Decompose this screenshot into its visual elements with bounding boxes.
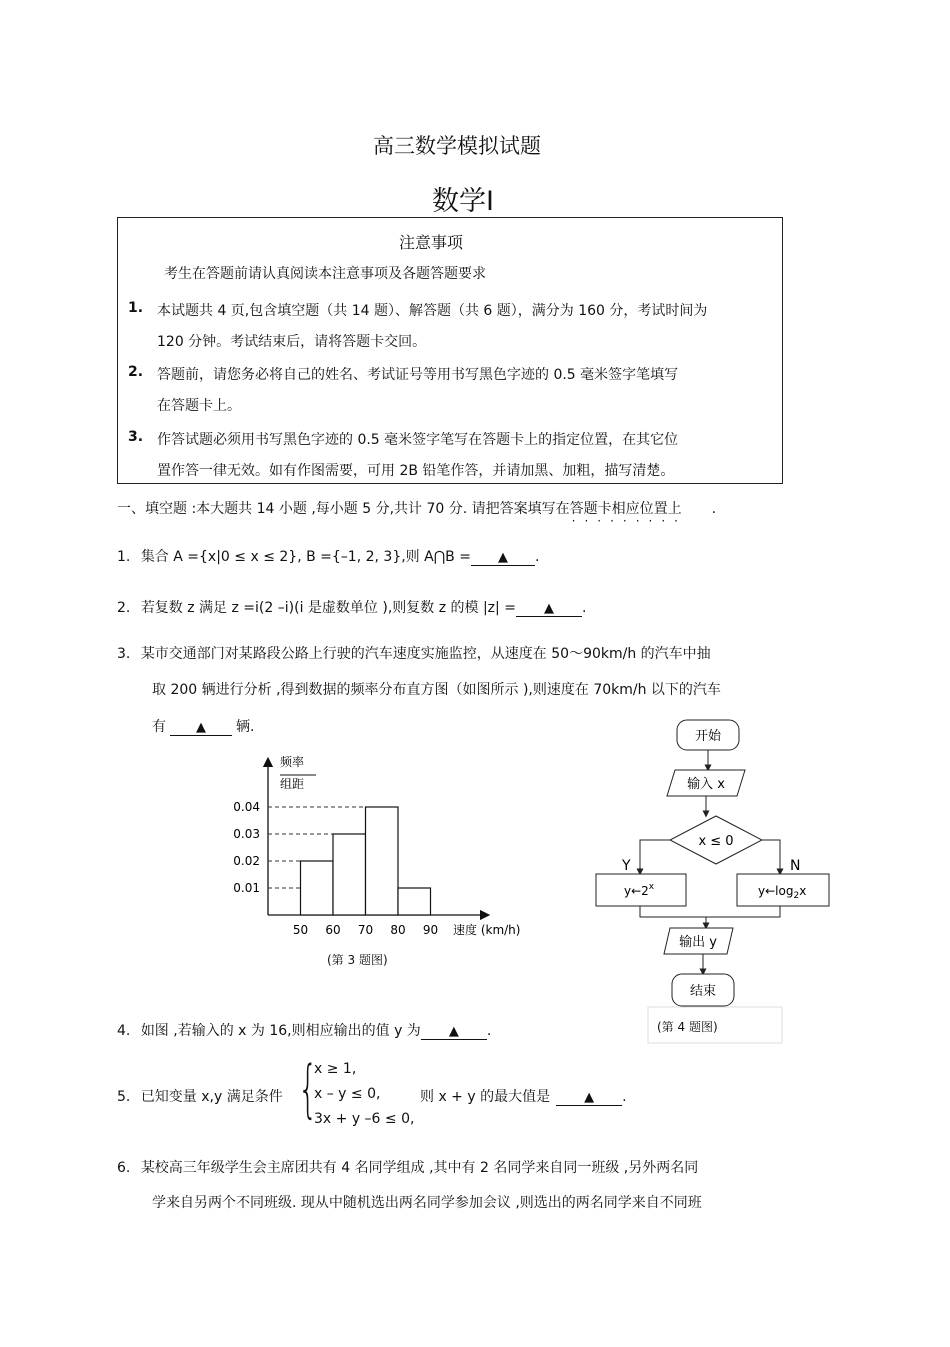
answer-blank[interactable]: ▲ bbox=[516, 600, 582, 617]
question-3: 3. 某市交通部门对某路段公路上行驶的汽车速度实施监控，从速度在 50～90km/h 的汽车中抽 bbox=[117, 646, 711, 662]
answer-blank[interactable]: ▲ bbox=[471, 549, 535, 566]
flow-no-label: N bbox=[790, 858, 801, 874]
notice-heading: 注意事项 bbox=[399, 233, 464, 252]
notice-item-line: 答题前，请您务必将自己的姓名、考试证号等用书写黑色字迹的 0.5 毫米签字笔填写 bbox=[157, 367, 679, 383]
x-tick-label: 50 bbox=[292, 923, 309, 937]
y-axis-label-top: 频率 bbox=[280, 755, 305, 769]
section-end: . bbox=[711, 501, 717, 517]
y-axis-label-bottom: 组距 bbox=[280, 777, 305, 791]
y-tick-label: 0.04 bbox=[233, 800, 260, 814]
histogram-bar bbox=[398, 888, 431, 915]
question-1: 1. 集合 A ={x|0 ≤ x ≤ 2}, B ={–1, 2, 3},则 A⋂B = ▲ . bbox=[117, 549, 540, 565]
section-header bbox=[117, 498, 717, 528]
notice-item-line: 作答试题必须用书写黑色字迹的 0.5 毫米签字笔写在答题卡上的指定位置，在其它位 bbox=[157, 432, 679, 448]
y-tick-label: 0.02 bbox=[233, 854, 260, 868]
notice-item-line: 本试题共 4 页,包含填空题（共 14 题）、解答题（共 6 题），满分为 160 分，考试时间为 bbox=[157, 303, 708, 319]
answer-blank[interactable]: ▲ bbox=[170, 719, 232, 736]
question-3-line3: 有 ▲ 辆. bbox=[152, 719, 255, 735]
question-2: 2. 若复数 z 满足 z =i(2 –i)(i 是虚数单位 ),则复数 z 的模 |z| = ▲ . bbox=[117, 600, 587, 616]
x-axis-label: 速度 (km/h) bbox=[453, 923, 521, 937]
notice-intro: 考生在答题前请认真阅读本注意事项及各题答题要求 bbox=[164, 266, 486, 282]
x-tick-label: 70 bbox=[357, 923, 374, 937]
y-tick-label: 0.03 bbox=[233, 827, 260, 841]
system-brace: { bbox=[298, 1052, 318, 1125]
svg-text:输入 x: 输入 x bbox=[687, 777, 725, 792]
x-tick-label: 80 bbox=[390, 923, 406, 937]
page-title: 高三数学模拟试题 bbox=[373, 134, 541, 158]
histogram-bar bbox=[301, 861, 334, 915]
notice-item-num: 2. bbox=[128, 364, 144, 380]
notice-item-num: 3. bbox=[128, 429, 144, 445]
condition-line: 3x + y –6 ≤ 0, bbox=[314, 1111, 415, 1127]
figure-caption-4: (第 4 题图) bbox=[657, 1020, 718, 1034]
flowchart bbox=[590, 712, 840, 1047]
x-tick-label: 60 bbox=[325, 923, 341, 937]
notice-item-line: 在答题卡上。 bbox=[157, 398, 241, 414]
page-subtitle: 数学Ⅰ bbox=[432, 186, 494, 217]
section-label: 一、填空题 :本大题共 14 小题 ,每小题 5 分,共计 70 分. 请把答案填写在 bbox=[117, 501, 570, 517]
svg-text:y←2x: y←2$^x$ bbox=[624, 882, 655, 898]
condition-line: x ≥ 1, bbox=[314, 1061, 357, 1077]
svg-text:y←log2x: $y\leftarrow\log_2x$ bbox=[758, 884, 807, 901]
svg-text:开始: 开始 bbox=[694, 729, 722, 744]
condition-line: x – y ≤ 0, bbox=[314, 1086, 381, 1102]
question-6: 6. 某校高三年级学生会主席团共有 4 名同学组成 ,其中有 2 名同学来自同一班级 ,另外两名同 bbox=[117, 1160, 699, 1176]
svg-text:结束: 结束 bbox=[689, 984, 717, 999]
answer-blank[interactable]: ▲ bbox=[556, 1089, 622, 1106]
notice-item-line: 120 分钟。考试结束后，请将答题卡交回。 bbox=[157, 334, 427, 350]
question-5-ask: 则 x + y 的最大值是 ▲ . bbox=[420, 1089, 627, 1105]
svg-text:x ≤ 0: x ≤ 0 bbox=[698, 834, 734, 849]
question-6-line2: 学来自另两个不同班级. 现从中随机选出两名同学参加会议 ,则选出的两名同学来自不同班 bbox=[152, 1195, 702, 1211]
histogram-bar bbox=[366, 807, 399, 915]
x-tick-label: 90 bbox=[422, 923, 439, 937]
histogram-bar bbox=[333, 834, 366, 915]
histogram-chart bbox=[220, 750, 550, 970]
notice-item-num: 1. bbox=[128, 300, 144, 316]
question-3-line2: 取 200 辆进行分析 ,得到数据的频率分布直方图（如图所示 ),则速度在 70km/h 以下的汽车 bbox=[152, 682, 721, 698]
svg-text:输出 y: 输出 y bbox=[679, 935, 717, 950]
answer-blank[interactable]: ▲ bbox=[421, 1023, 487, 1040]
question-5: 5. 已知变量 x,y 满足条件 bbox=[117, 1089, 283, 1105]
y-tick-label: 0.01 bbox=[233, 881, 260, 895]
question-4: 4. 如图 ,若输入的 x 为 16,则相应输出的值 y 为 ▲ . bbox=[117, 1023, 492, 1039]
notice-item-line: 置作答一律无效。如有作图需要，可用 2B 铅笔作答，并请加黑、加粗，描写清楚。 bbox=[157, 463, 675, 479]
figure-caption-3: (第 3 题图) bbox=[327, 953, 388, 967]
flow-yes-label: Y bbox=[622, 858, 631, 874]
section-emphasis: 答题卡相应位置上 ········· bbox=[569, 501, 687, 528]
